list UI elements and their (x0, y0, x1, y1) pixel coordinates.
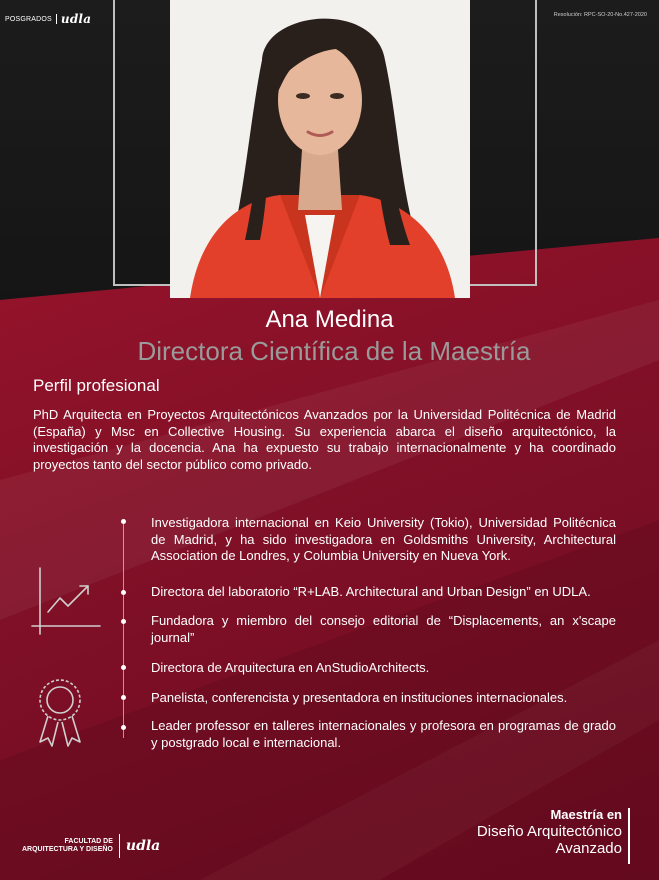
bullet-dot (121, 619, 126, 624)
resolution-code: RPC-SO-20-No.427-2020 (584, 12, 647, 18)
achievement-item: Directora de Arquitectura en AnStudioArchitects. (151, 660, 430, 675)
bullet-dot (121, 695, 126, 700)
achievement-item: Investigadora internacional en Keio University (Tokio), Universidad Politécnica de Madrid, y ha sido investigadora en Goldsmiths University, Architectural Association de Londres, y Columbia University en Nueva York. (151, 515, 616, 563)
person-name: Ana Medina (265, 306, 394, 333)
section-title: Perfil profesional (33, 376, 160, 395)
resolution-note (554, 12, 647, 18)
profile-paragraph: PhD Arquitecta en Proyectos Arquitectónicos Avanzados por la Universidad Politécnica de Madrid (España) y Msc en Collective Housing. Su experiencia abarca el diseño arquitectónico, la investigación y la docencia. Ana ha expuesto su trabajo internacionalmente y ha coordinado proyectos tanto del sector público como privado. (33, 407, 616, 472)
brand-divider (119, 834, 120, 858)
faculty-name (22, 838, 113, 854)
faculty-line-1: FACULTAD DE (64, 838, 113, 845)
program-line-3: Avanzado (555, 840, 622, 857)
achievement-item: Panelista, conferencista y presentadora en instituciones internacionales. (151, 690, 568, 705)
portrait-illustration (170, 0, 470, 298)
udla-logo: udla (125, 838, 161, 854)
person-role: Directora Científica de la Maestría (137, 336, 531, 366)
timeline-line (123, 520, 124, 738)
brand-divider (56, 14, 57, 24)
faculty-line-2: ARQUITECTURA Y DISEÑO (22, 846, 113, 853)
posgrados-label: POSGRADOS (5, 15, 52, 23)
program-name (477, 806, 622, 857)
program-line-1: Maestría en (550, 807, 622, 822)
achievement-item: Directora del laboratorio “R+LAB. Architectural and Urban Design” en UDLA. (151, 584, 591, 599)
bullet-dot (121, 519, 126, 524)
program-divider (628, 808, 630, 864)
growth-chart-icon (30, 564, 102, 638)
udla-logo: udla (60, 12, 92, 26)
posgrados-brand (5, 12, 91, 26)
program-line-2: Diseño Arquitectónico (476, 823, 622, 840)
portrait-photo (170, 0, 470, 298)
achievement-item: Fundadora y miembro del consejo editorial de “Displacements, an x'scape journal” (151, 613, 616, 645)
award-ribbon-icon (34, 676, 86, 752)
bullet-dot (121, 590, 126, 595)
bullet-dot (121, 725, 126, 730)
achievement-item: Leader professor en talleres internacionales y profesora en programas de grado y postgrado local e internacional. (151, 718, 616, 750)
resolution-label: Resolución: (553, 12, 583, 18)
faculty-brand (22, 834, 160, 858)
bullet-dot (121, 665, 126, 670)
